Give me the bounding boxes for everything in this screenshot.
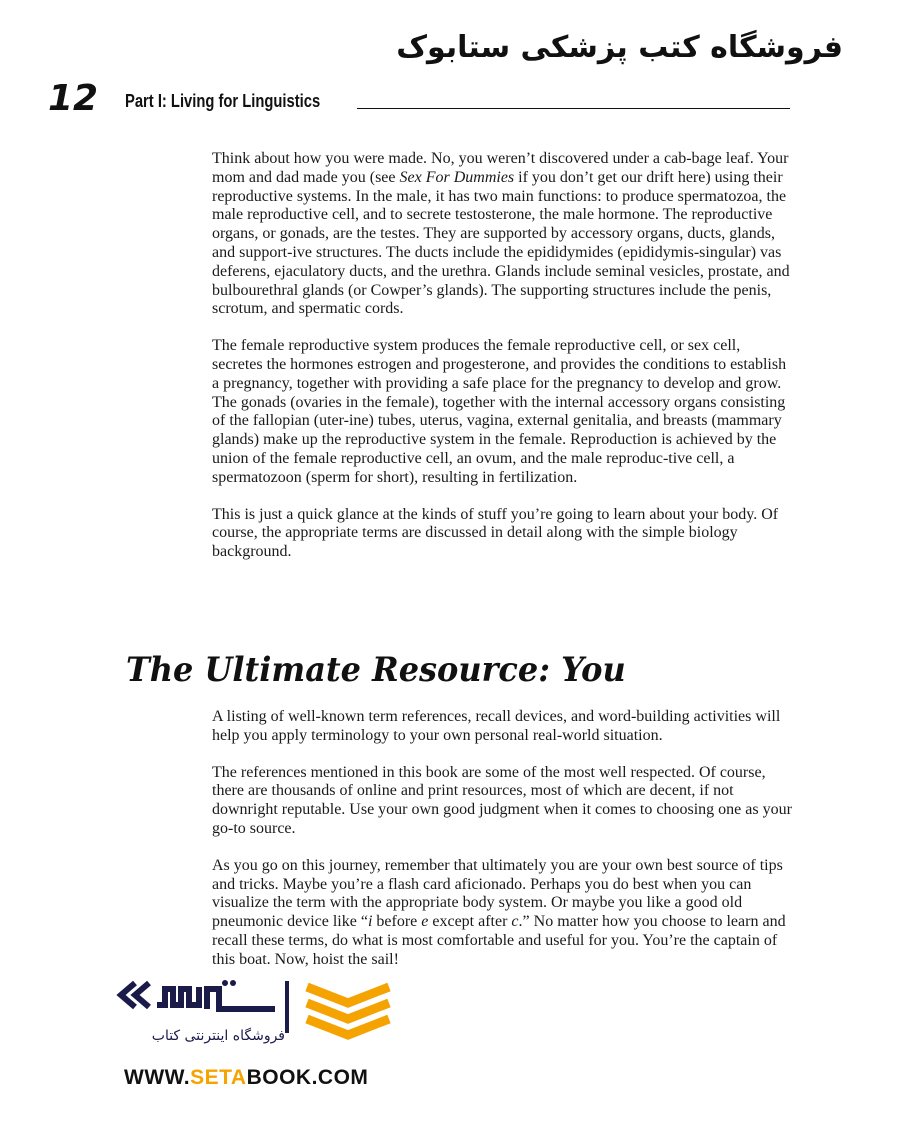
page-number: 12 [48, 78, 99, 119]
paragraph [212, 857, 792, 970]
paragraph [212, 150, 792, 319]
logo-tagline: فروشگاه اینترنتی کتاب [151, 1028, 285, 1044]
section-heading: The Ultimate Resource: You [126, 650, 626, 690]
paragraph: The references mentioned in this book are some of the most well respected. Of course, there are thousands of online and print resources, most of which are decent, if not downright reputable. Use your own good judgment when it comes to choosing one as your go-to source. [212, 763, 792, 837]
italic-letter: c [511, 913, 519, 931]
running-head: Part I: Living for Linguistics [125, 91, 321, 111]
watermark-title: فروشگاه کتب پزشکی ستابوک [396, 30, 843, 65]
book-title: Sex For Dummies [399, 168, 515, 186]
logo-url-accent: SETA [190, 1066, 247, 1089]
paragraph-text: .” No matter how you choose to learn and recall these terms, do what is most comfortable and useful for you. You’re the captain of this boat. Now, hoist the sail! [212, 913, 786, 968]
paragraph-text: except after [428, 913, 512, 931]
logo-url-part: WWW. [124, 1066, 191, 1089]
paragraph: A listing of well-known term references, recall devices, and word-building activities will help you apply terminology to your own personal real-world situation. [212, 708, 781, 744]
italic-letter: i [367, 913, 373, 931]
section-resource-body [212, 708, 792, 988]
logo-url-part: BOOK.COM [246, 1066, 369, 1089]
paragraph: This is just a quick glance at the kinds of stuff you’re going to learn about your body. Of course, the appropriate terms are discussed in detail along with the simple biology background. [212, 505, 779, 561]
paragraph: The female reproductive system produces the female reproductive cell, or sex cell, secretes the hormones estrogen and progesterone, and provides the conditions to establish a pregnancy, together with providing a safe place for the pregnancy to develop and grow. The gonads (ovaries in the female), together with the internal accessory organs consisting of the fallopian (uter-ine) tubes, uterus, vagina, external genitalia, and breasts (mammary glands) make up the reproductive system in the female. Reproduction is achieved by the union of the female reproductive cell, an ovum, and the male reproduc-tive cell, a spermatozoon (sperm for short), resulting in fertilization. [212, 337, 787, 486]
section-intro-body [212, 150, 792, 580]
paragraph-text: if you don’t get our drift here) using their reproductive systems. In the male, it has two main functions: to produce spermatozoa, the male reproductive cell, and to secrete testosterone, the male hormone. The reproductive organs, or gonads, are the testes. They are supported by accessory organs, ducts, glands, and support-ive structures. The ducts include the epididymides (epididymis-singular) vas deferens, ejaculatory ducts, and the urethra. Glands include seminal vesicles, prostate, and bulbourethral glands (or Cowper’s glands). The supporting structures include the penis, scrotum, and spermatic cords. [212, 168, 790, 318]
paragraph-text: Think about how you were made. No, you weren’t discovered under a cab-bage leaf. Your mom and dad made you (see [212, 150, 789, 186]
header-rule [357, 108, 790, 109]
italic-letter: e [421, 913, 429, 931]
paragraph-text: before [372, 913, 422, 931]
paragraph-text: As you go on this journey, remember that ultimately you are your own best source of tips and tricks. Maybe you’re a flash card aficionado. Perhaps you do best when you can visualize the term with the appropriate body system. Or maybe you like a good old pneumonic device like “ [212, 856, 783, 931]
logo-url [124, 1066, 368, 1090]
